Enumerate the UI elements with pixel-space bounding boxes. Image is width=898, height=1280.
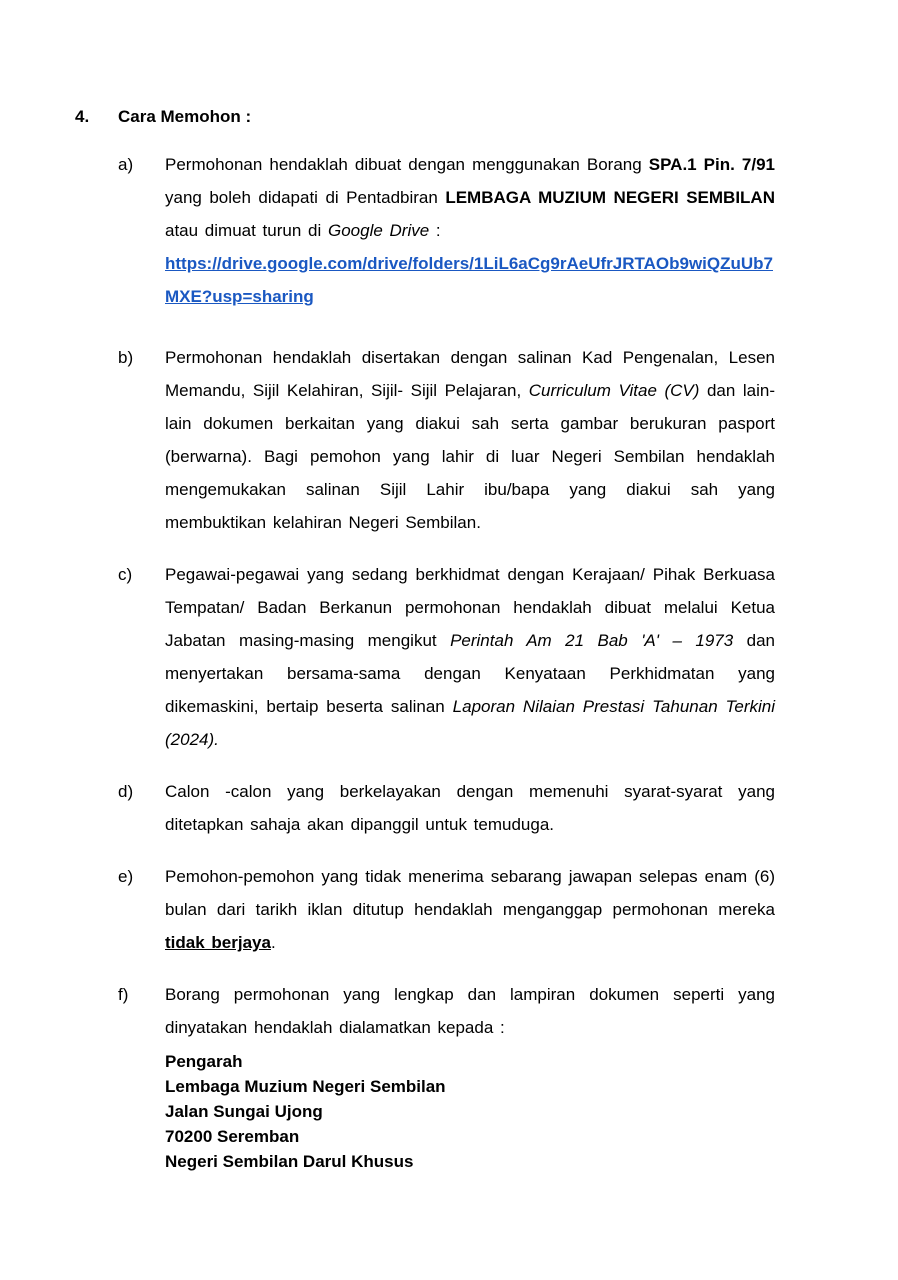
- list-item-a: [118, 148, 775, 313]
- text-segment-italic: Perintah Am 21 Bab 'A' – 1973: [450, 631, 734, 650]
- item-letter: b): [118, 348, 134, 367]
- section-heading: [75, 100, 775, 133]
- section-number: 4.: [75, 107, 90, 126]
- address-line-state: Negeri Sembilan Darul Khusus: [165, 1152, 414, 1171]
- text-segment: :: [429, 221, 441, 240]
- item-letter: e): [118, 867, 134, 886]
- list-item-b: [118, 341, 775, 539]
- list-item-f: [118, 978, 775, 1174]
- address-line-postcode-city: 70200 Seremban: [165, 1127, 300, 1146]
- item-c-paragraph: [165, 558, 775, 756]
- text-segment: dan lain-lain dokumen berkaitan yang diakui sah serta gambar berukuran pasport (berwarna). Bagi pemohon yang lahir di luar Negeri Sembilan hendaklah mengemukakan salinan Sijil Lahir ibu/bapa yang diakui sah yang membuktikan kelahiran Negeri Sembilan.: [165, 381, 775, 532]
- section-title: Cara Memohon :: [118, 107, 252, 126]
- address-line-recipient: Pengarah: [165, 1052, 243, 1071]
- item-letter: c): [118, 565, 133, 584]
- text-segment: Permohonan hendaklah dibuat dengan menggunakan Borang: [165, 155, 649, 174]
- instruction-list: [118, 148, 775, 1174]
- text-segment-italic: Laporan Nilaian Prestasi Tahunan Terkini (2024).: [165, 697, 775, 749]
- text-segment-bold: SPA.1 Pin. 7/91: [648, 155, 775, 174]
- item-letter: f): [118, 985, 129, 1004]
- item-e-paragraph: [165, 860, 775, 959]
- item-letter: a): [118, 155, 134, 174]
- text-segment: yang boleh didapati di Pentadbiran: [165, 188, 446, 207]
- item-b-paragraph: [165, 341, 775, 539]
- item-a-paragraph: [165, 148, 775, 247]
- text-segment: Borang permohonan yang lengkap dan lampiran dokumen seperti yang dinyatakan hendaklah dialamatkan kepada :: [165, 985, 775, 1037]
- text-segment: .: [270, 933, 276, 952]
- text-segment: Calon -calon yang berkelayakan dengan memenuhi syarat-syarat yang ditetapkan sahaja akan dipanggil untuk temuduga.: [165, 782, 775, 834]
- text-segment-bold: LEMBAGA MUZIUM NEGERI SEMBILAN: [445, 188, 775, 207]
- address-line-street: Jalan Sungai Ujong: [165, 1102, 323, 1121]
- text-segment: Permohonan hendaklah disertakan dengan salinan Kad Pengenalan, Lesen Memandu, Sijil Kelahiran, Sijil- Sijil Pelajaran,: [165, 348, 775, 400]
- mailing-address-block: [165, 1049, 775, 1174]
- item-letter: d): [118, 782, 134, 801]
- item-d-paragraph: [165, 775, 775, 841]
- text-segment-italic: Curriculum Vitae (CV): [528, 381, 700, 400]
- list-item-e: [118, 860, 775, 959]
- text-segment: Pegawai-pegawai yang sedang berkhidmat dengan Kerajaan/ Pihak Berkuasa Tempatan/ Badan Berkanun permohonan hendaklah dibuat melalui Ketua Jabatan masing-masing mengikut: [165, 565, 775, 650]
- list-item-c: [118, 558, 775, 756]
- list-item-d: [118, 775, 775, 841]
- google-drive-link[interactable]: https://drive.google.com/drive/folders/1LiL6aCg9rAeUfrJRTAOb9wiQZuUb7MXE?usp=sharing: [165, 254, 773, 306]
- text-segment-italic: Google Drive: [327, 221, 430, 240]
- text-segment-bold-underline: tidak berjaya: [165, 933, 271, 952]
- item-f-paragraph: [165, 978, 775, 1044]
- text-segment: Pemohon-pemohon yang tidak menerima sebarang jawapan selepas enam (6) bulan dari tarikh iklan ditutup hendaklah menganggap permohonan mereka: [165, 867, 775, 919]
- text-segment: atau dimuat turun di: [165, 221, 328, 240]
- address-line-organization: Lembaga Muzium Negeri Sembilan: [165, 1077, 446, 1096]
- text-segment: dan menyertakan bersama-sama dengan Kenyataan Perkhidmatan yang dikemaskini, bertaip beserta salinan: [165, 631, 775, 716]
